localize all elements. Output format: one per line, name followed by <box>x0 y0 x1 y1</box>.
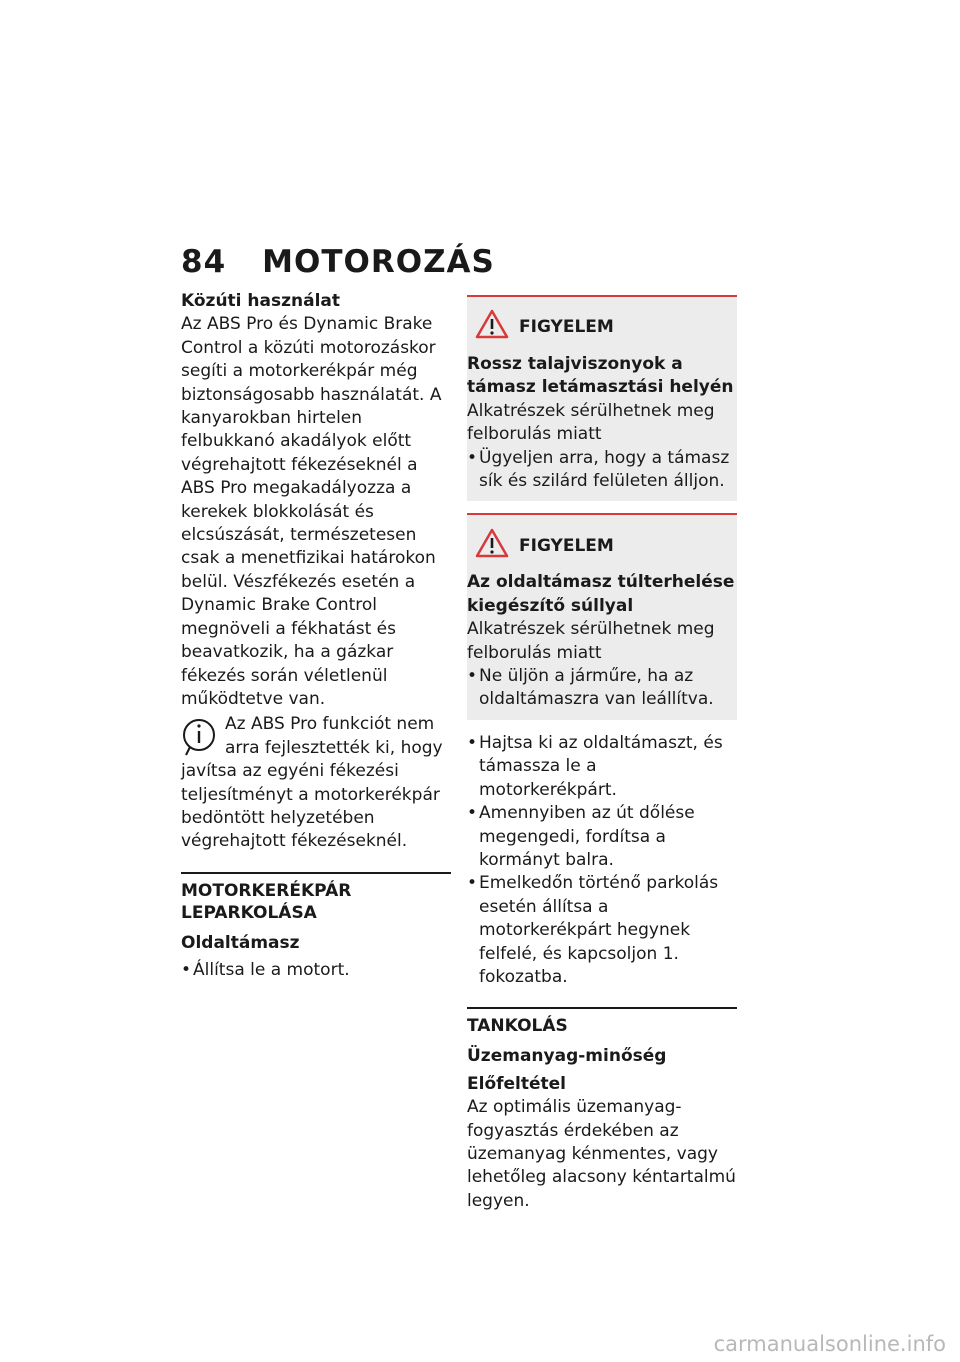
warning-triangle-icon <box>475 528 509 565</box>
warning-text: Alkatrészek sérülhetnek meg felborulás miatt <box>467 400 715 445</box>
chapter-title: MOTOROZÁS <box>262 244 495 280</box>
road-heading: Közúti használat <box>181 291 341 311</box>
info-icon <box>181 715 219 759</box>
parking-step: • Hajtsa ki az oldaltámaszt, és támassza le a motorkerékpárt. <box>467 732 737 802</box>
precondition-heading: Előfeltétel <box>467 1073 567 1094</box>
warning-subtitle: Rossz talajviszonyok a támasz letámasztási helyén <box>467 354 734 398</box>
left-column <box>181 290 451 983</box>
right-column <box>467 295 737 1213</box>
warning-box-1 <box>467 295 737 501</box>
road-text: Az ABS Pro és Dynamic Brake Control a közúti motorozáskor segíti a motorkerékpár még biztonságosabb használatát. A kanyarokban hirtelen felbukkanó akadályok előtt végrehajtott fékezéseknél a ABS Pro megakadályozza a kerekek blokkolását és elcsúszását, természetesen csak a menetfizikai határokon belül. Vészfékezés esetén a Dynamic Brake Control megnöveli a fékhatást és beavatkozik, ha a gázkar fékezés során véletlenül működtetve van. <box>181 314 442 709</box>
parking-title: MOTORKERÉKPÁR LEPARKOLÁSA <box>181 880 352 923</box>
precondition-text: Az optimális üzemanyag-fogyasztás érdekében az üzemanyag kénmentes, vagy lehetőleg alacsony kéntartalmú legyen. <box>467 1097 736 1211</box>
parking-section <box>181 872 451 924</box>
fuel-quality-heading: Üzemanyag-minőség <box>467 1046 667 1067</box>
warning-box-2 <box>467 513 737 719</box>
warning-item: • Ne üljön a járműre, ha az oldaltámaszra van leállítva. <box>467 665 737 712</box>
parking-step: • Emelkedőn történő parkolás esetén állítsa a motorkerékpárt hegynek felfelé, és kapcsoljon 1. fokozatba. <box>467 872 737 989</box>
page-number: 84 <box>181 244 227 280</box>
info-note <box>181 713 451 853</box>
watermark: carmanualsonline.info <box>713 1332 946 1356</box>
warning-item: • Ügyeljen arra, hogy a támasz sík és szilárd felületen álljon. <box>467 447 737 494</box>
warning-subtitle: Az oldaltámasz túlterhelése kiegészítő súllyal <box>467 572 735 616</box>
warning-title: FIGYELEM <box>519 535 614 556</box>
sidestand-heading: Oldaltámasz <box>181 932 300 953</box>
parking-step: • Amennyiben az út dőlése megengedi, fordítsa a kormányt balra. <box>467 802 737 872</box>
info-text: Az ABS Pro funkciót nem arra fejlesztették ki, hogy javítsa az egyéni fékezési teljesítményt a motorkerékpár bedöntött helyzetében végrehajtott fékezéseknél. <box>181 714 443 852</box>
fuel-title: TANKOLÁS <box>467 1016 568 1037</box>
sidestand-step: • Állítsa le a motort. <box>181 959 451 982</box>
warning-triangle-icon <box>475 309 509 346</box>
warning-header <box>467 311 737 345</box>
warning-header <box>467 529 737 563</box>
warning-text: Alkatrészek sérülhetnek meg felborulás miatt <box>467 619 715 663</box>
page-header <box>181 244 495 280</box>
warning-title: FIGYELEM <box>519 317 614 338</box>
fuel-section <box>467 1007 737 1037</box>
